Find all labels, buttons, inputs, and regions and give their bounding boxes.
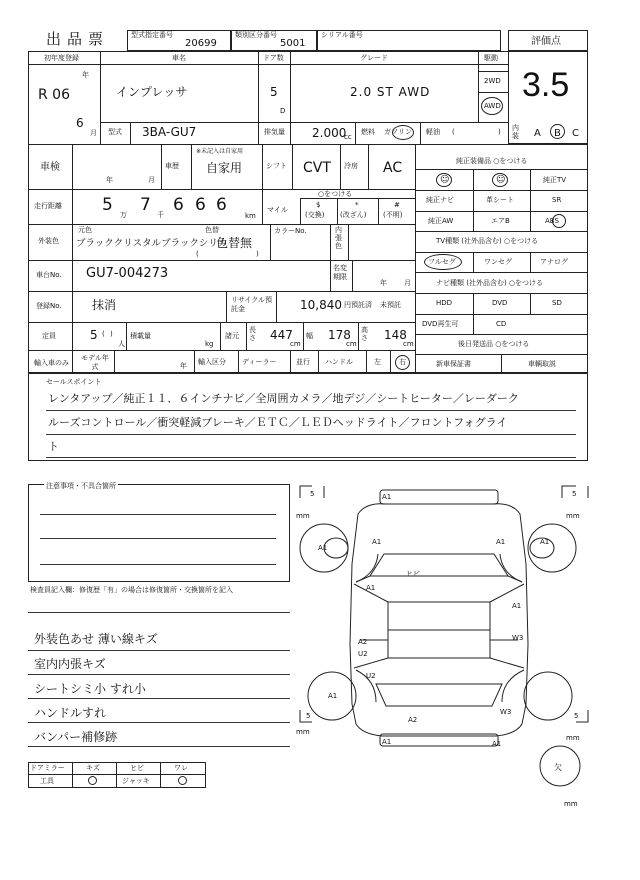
interior-color-label: 内張色 <box>335 226 342 250</box>
unit-fl: mm <box>296 512 310 520</box>
later-shipping-title: 後日発送品 ○をつける <box>458 340 530 348</box>
steering-left: 左 <box>374 358 381 366</box>
color-value: ブラッククリスタルブラックシリカ <box>76 238 228 249</box>
type-number-label: 型式指定番号 <box>131 31 173 39</box>
note-line-1: 外装色あせ 薄い線キズ <box>34 632 158 646</box>
mark-front-fender-r: A1 <box>540 538 550 546</box>
mark-rear-fender-l: A1 <box>328 692 338 700</box>
sales-points-label: セールスポイント <box>46 378 102 386</box>
length-unit: cm <box>290 340 301 348</box>
mark-hood-right: A1 <box>496 538 506 546</box>
doors-value: 5 <box>270 85 278 99</box>
mark-rear-bumper-r: A1 <box>492 740 502 748</box>
mile-note: ○をつける <box>318 190 353 198</box>
equip-sunroof: SR <box>552 196 562 204</box>
mirror-left <box>324 538 348 558</box>
km-unit: km <box>245 212 256 220</box>
mile-option-2: * <box>355 201 359 209</box>
category-number: 5001 <box>280 38 306 49</box>
import-type-label: 輸入区分 <box>198 358 226 366</box>
usage-note: ※未記入は自家用 <box>196 148 244 155</box>
notes-label: 注意事項・不具合箇所 <box>46 482 116 490</box>
mile-option-3-desc: (不明) <box>383 211 403 219</box>
fuel-gasoline: ガソリン <box>384 128 412 136</box>
shift-value: CVT <box>303 160 331 176</box>
original-color-label: 元色 <box>78 226 92 234</box>
legend-crack: ヒビ <box>130 764 144 772</box>
load-label: 積載量 <box>130 332 151 340</box>
registration-value: 抹消 <box>92 298 117 312</box>
mileage-label: 走行距離 <box>34 202 62 210</box>
equip-abs: ABS <box>545 217 559 225</box>
mileage-digit-5: 6 <box>216 195 231 215</box>
cc-unit: cc <box>344 133 352 141</box>
mileage-digit-3: 6 <box>173 195 188 215</box>
capacity-unit: 人 <box>118 340 125 348</box>
jack-mark-icon <box>178 776 187 785</box>
doors-sub: D <box>280 107 286 115</box>
length-label: 長さ <box>249 326 256 342</box>
drive-awd: AWD <box>484 102 501 110</box>
category-label: 類別区分番号 <box>235 31 277 39</box>
equip-abs-circle <box>552 214 566 228</box>
page-title: 出品票 <box>46 30 110 48</box>
right-circle <box>395 355 410 370</box>
height-value: 148 <box>384 328 407 342</box>
import-only-label: 輸入車のみ <box>34 359 69 367</box>
mile-option-1: $ <box>316 201 321 209</box>
color-number-label: カラーNo. <box>274 227 307 235</box>
car-name-label: 車名 <box>172 54 186 62</box>
model-value: 3BA-GU7 <box>142 125 197 139</box>
equip-genuine-aw: 純正AW <box>428 217 454 225</box>
interior-label: 内装 <box>512 124 519 140</box>
unit-spare: mm <box>564 800 578 808</box>
mark-rear-window: A2 <box>408 716 418 724</box>
mile-option-1-desc: (交換) <box>305 211 325 219</box>
mark-rear-fender-r: W3 <box>500 708 512 716</box>
interior-b: B <box>554 128 561 139</box>
note-line-3: シートシミ小 すれ小 <box>34 682 146 696</box>
width-unit: cm <box>346 340 357 348</box>
grade-label: グレード <box>360 54 388 62</box>
mark-windshield-crack: ヒビ <box>406 570 420 578</box>
vehicle-manual: 車輌取説 <box>528 360 556 368</box>
displacement-label: 排気量 <box>264 128 285 136</box>
mileage-digit-2: 7 <box>140 195 155 215</box>
legend-tools: 工具 <box>40 777 54 785</box>
capacity-label: 定員 <box>42 332 56 340</box>
unit-rl: mm <box>296 728 310 736</box>
ac-label: 冷房 <box>344 162 358 170</box>
equip-circle-1 <box>436 173 452 187</box>
model-year-label: モデル年式 <box>81 354 109 371</box>
size-fr: 5 <box>572 490 577 498</box>
mark-left-quarter: U2 <box>366 672 376 680</box>
steering-right: 右 <box>399 358 406 366</box>
width-value: 178 <box>328 328 351 342</box>
legend-scratch: キズ <box>86 764 100 772</box>
interior-a: A <box>534 128 541 139</box>
month-unit: 月 <box>90 129 97 137</box>
model-label: 型式 <box>108 128 122 136</box>
unit-fr: mm <box>566 512 580 520</box>
tv-fullseg: フルセグ <box>428 258 456 266</box>
equip-circle-2 <box>492 173 508 187</box>
drive-label: 駆動 <box>484 54 498 62</box>
mileage-digit-4: 6 <box>195 195 210 215</box>
diesel-label: 軽油 <box>426 128 440 136</box>
equip-sr-mark: ☺ <box>440 175 450 185</box>
mark-front-bumper: A1 <box>382 493 392 501</box>
mile-label: マイル <box>267 206 288 214</box>
recycle-unit: 円預託済 <box>344 301 372 309</box>
inspection-month-unit: 月 <box>148 176 155 184</box>
car-damage-diagram <box>296 484 596 814</box>
car-name: インプレッサ <box>116 85 188 99</box>
drive-2wd: 2WD <box>484 77 501 85</box>
first-reg-year: R 06 <box>38 87 70 103</box>
recycle-value: 10,840 <box>300 298 342 312</box>
recycle-label: リサイクル預託金 <box>231 296 273 313</box>
grade-value: 2.0 ST AWD <box>350 85 431 99</box>
sales-line-2: ルーズコントロール／衝突軽減ブレーキ／ＥＴＣ／ＬＥＤヘッドライト／フロントフォグライ <box>48 416 508 429</box>
equipment-title: 純正装備品 ○をつける <box>456 157 528 165</box>
notes-box <box>28 484 290 582</box>
dimensions-label: 諸元 <box>225 332 239 340</box>
recycle-none: 未預託 <box>380 301 401 309</box>
fuel-label: 燃料 <box>361 128 375 136</box>
dealer-option: ディーラー <box>242 358 277 366</box>
navi-type-title: ナビ種類 (社外品含む) ○をつける <box>436 279 544 287</box>
model-year-unit: 年 <box>180 362 187 370</box>
legend-jack: ジャッキ <box>122 777 150 785</box>
length-value: 447 <box>270 328 293 342</box>
displacement-value: 2.000 <box>312 126 347 140</box>
color-change-value: 色替無 <box>216 236 253 250</box>
inspection-year-unit: 年 <box>106 176 113 184</box>
mile-option-3: # <box>394 201 400 209</box>
chassis-value: GU7-004273 <box>86 266 169 281</box>
size-rl: 5 <box>306 712 311 720</box>
chassis-label: 車台No. <box>36 271 62 279</box>
front-bumper-shape <box>380 490 498 504</box>
equip-leather: 革シート <box>486 196 514 204</box>
width-label: 幅 <box>306 332 313 340</box>
mark-front-door-l: A1 <box>372 538 382 546</box>
tv-type-title: TV種類 (社外品含む) ○をつける <box>436 237 539 245</box>
interior-b-circle <box>550 124 565 139</box>
rear-window <box>376 684 502 706</box>
wheel-front-right <box>528 524 576 572</box>
navi-hdd: HDD <box>436 299 453 307</box>
legend-door-mirror: ドアミラー <box>30 764 65 772</box>
serial-label: シリアル番号 <box>321 31 363 39</box>
load-unit: kg <box>205 340 214 348</box>
note-line-2: 室内内張キズ <box>34 657 106 671</box>
rating-score: 3.5 <box>522 66 570 104</box>
gasoline-circle <box>392 125 414 140</box>
mark-right-door: A1 <box>512 602 522 610</box>
first-reg-label: 初年度登録 <box>44 54 79 62</box>
size-rr: 5 <box>574 712 579 720</box>
new-car-warranty: 新車保証書 <box>436 360 471 368</box>
mileage-sen: 千 <box>157 211 164 219</box>
height-unit: cm <box>403 340 414 348</box>
parallel-option: 並行 <box>296 358 310 366</box>
tv-analog: アナログ <box>540 258 568 266</box>
size-fl: 5 <box>310 490 315 498</box>
usage-label: 車歴 <box>165 162 179 170</box>
inspection-label: 車検 <box>40 162 60 173</box>
inspector-label: 検査員記入欄：修復歴「有」の場合は修復箇所・交換箇所を記入 <box>30 586 233 594</box>
cd-option: CD <box>496 320 507 328</box>
registration-label: 登録No. <box>36 302 62 310</box>
awd-circle <box>481 97 503 115</box>
mark-missing: 欠 <box>554 763 562 772</box>
navi-dvd: DVD <box>492 299 508 307</box>
mark-roof-u2: U2 <box>358 650 368 658</box>
tools-mark-icon <box>88 776 97 785</box>
equip-tv-mark: ☺ <box>496 175 506 185</box>
dvd-playback: DVD再生可 <box>422 320 459 328</box>
interior-c: C <box>572 128 579 139</box>
mileage-man: 万 <box>120 211 127 219</box>
navi-sd: SD <box>552 299 562 307</box>
mark-left-door: A1 <box>366 584 376 592</box>
rating-label: 評価点 <box>531 36 561 47</box>
tv-oneseg: ワンセグ <box>484 258 512 266</box>
usage-value: 自家用 <box>206 161 243 175</box>
note-line-5: バンパー補修跡 <box>34 730 118 744</box>
color-change-sub: 色替 <box>205 226 219 234</box>
ac-value: AC <box>383 160 403 176</box>
equip-airbag: エアB <box>491 217 510 225</box>
mark-roof-a2: A2 <box>358 638 368 646</box>
type-number: 20699 <box>185 38 217 49</box>
height-label: 高さ <box>361 326 368 342</box>
capacity-value: 5 <box>90 328 98 342</box>
sales-line-1: レンタアップ／純正１１．６インチナビ／全周囲カメラ／地デジ／シートヒーター／レーダーク <box>48 392 519 405</box>
doors-label: ドア数 <box>263 54 284 62</box>
equip-genuine-tv: 純正TV <box>543 176 567 184</box>
legend-break: ワレ <box>174 764 188 772</box>
mile-option-2-desc: (改ざん) <box>340 211 367 219</box>
steering-label: ハンドル <box>325 358 353 366</box>
first-reg-month: 6 <box>76 116 84 130</box>
unit-rr: mm <box>566 734 580 742</box>
equip-genuine-navi: 純正ナビ <box>426 196 454 204</box>
color-label: 外装色 <box>38 237 59 245</box>
mark-front-fender-l: A1 <box>318 544 328 552</box>
wheel-rear-right <box>524 672 572 720</box>
fullseg-circle <box>424 254 462 270</box>
mark-rear-bumper: A1 <box>382 738 392 746</box>
shift-label: シフト <box>266 162 287 170</box>
mileage-digit-1: 5 <box>102 195 117 215</box>
name-change-label: 名変期限 <box>333 264 347 281</box>
note-line-4: ハンドルすれ <box>34 706 107 720</box>
sales-line-3: ト <box>48 440 59 453</box>
mark-right-rear-door: W3 <box>512 634 524 642</box>
windshield <box>370 554 508 576</box>
year-unit: 年 <box>82 71 89 79</box>
